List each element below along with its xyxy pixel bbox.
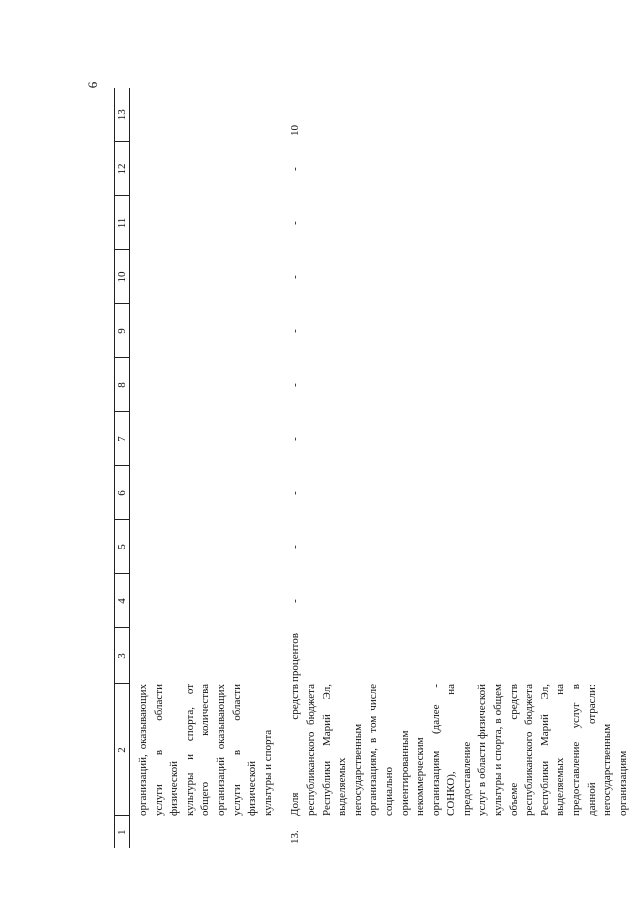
value-col-4: - <box>289 599 302 603</box>
col-header-10: 10 <box>115 250 130 304</box>
indicators-table <box>114 88 631 848</box>
continuation-row <box>136 88 276 848</box>
col-header-7: 7 <box>115 412 130 466</box>
unit-cell: процентов <box>289 633 302 682</box>
col-header-1: 1 <box>115 816 130 848</box>
value-col-10: - <box>289 275 302 279</box>
table-row <box>288 88 631 848</box>
col-header-11: 11 <box>115 196 130 250</box>
row-number: 13. <box>289 830 302 844</box>
col-header-9: 9 <box>115 304 130 358</box>
col-header-5: 5 <box>115 520 130 574</box>
col-header-2: 2 <box>115 684 130 816</box>
col-header-3: 3 <box>115 628 130 684</box>
indicator-description: Доля средств республиканского бюджета Республики Марий Эл, выделяемых негосударственным организациям, в том числе социально ориентированным некоммерческим организациям (далее - СОНКО), на предоставление услуг в области физической культуры и спорта, в общем объеме средств республиканского бюджета Республики Марий Эл, выделяемых на предоставление услуг в данной отрасли: негосударственным организациям <box>289 684 629 816</box>
value-col-12: - <box>289 167 302 171</box>
col-header-4: 4 <box>115 574 130 628</box>
value-col-13: 10 <box>289 125 302 136</box>
col-header-12: 12 <box>115 142 130 196</box>
col-header-6: 6 <box>115 466 130 520</box>
header-row <box>115 88 130 848</box>
value-col-6: - <box>289 491 302 495</box>
rotated-table-area <box>114 88 634 848</box>
value-col-5: - <box>289 545 302 549</box>
value-col-11: - <box>289 221 302 225</box>
page-number: 6 <box>85 81 100 89</box>
value-col-7: - <box>289 437 302 441</box>
value-col-8: - <box>289 383 302 387</box>
continuation-description: организаций, оказывающих услуги в области физической культуры и спорта, от общего количества организаций оказывающих услуги в области физической культуры и спорта <box>137 684 274 816</box>
value-col-9: - <box>289 329 302 333</box>
col-header-8: 8 <box>115 358 130 412</box>
col-header-13: 13 <box>115 88 130 142</box>
